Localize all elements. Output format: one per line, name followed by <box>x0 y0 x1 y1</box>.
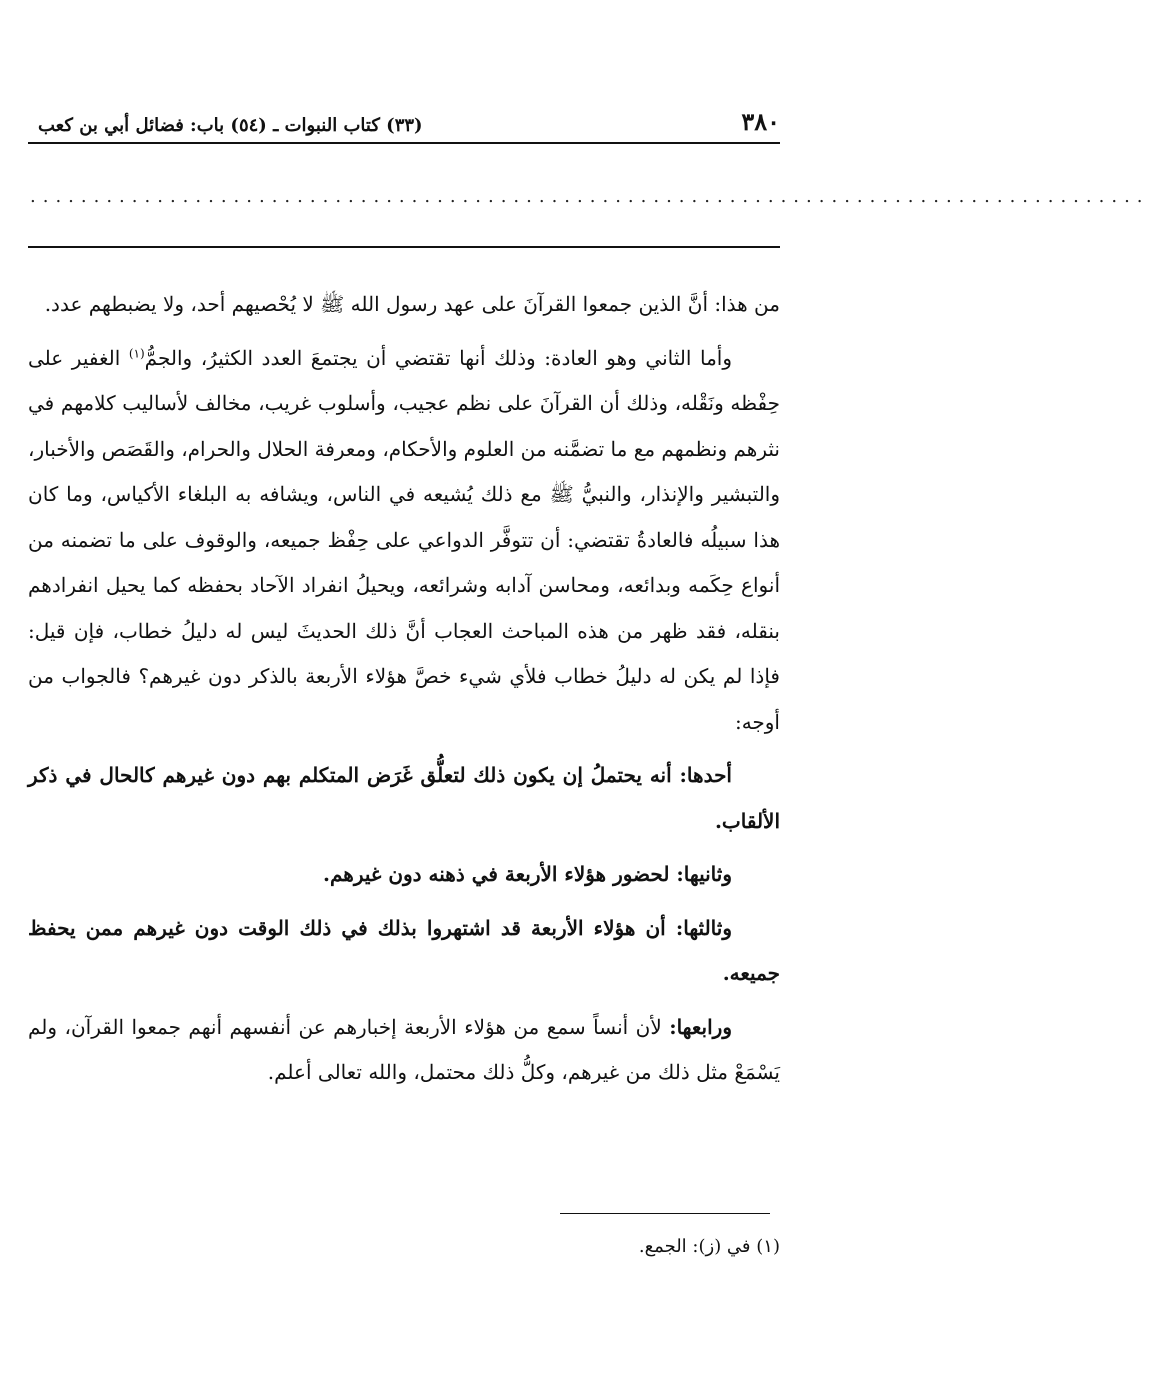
paragraph-text: من هذا: أنَّ الذين جمعوا القرآنَ على عهد رسول الله ﷺ لا يُحْصيهم أحد، ولا يضبطهم عدد. <box>44 292 780 316</box>
paragraph-lead: وثالثها: <box>675 915 732 940</box>
page-header <box>28 104 780 144</box>
paragraph-text: لحضور هؤلاء الأربعة في ذهنه دون غيرهم. <box>323 862 677 886</box>
paragraph-lead: ورابعها: <box>669 1014 732 1039</box>
footnote-marker: (١) <box>128 345 145 360</box>
footnote-separator <box>560 1213 770 1214</box>
page-number: ٣٨٠ <box>741 107 780 136</box>
paragraph-text: أنه يحتملُ إن يكون ذلك لتعلُّق غَرَض المتكلم بهم دون غيرهم كالحال في ذكر الألقاب. <box>28 763 780 833</box>
paragraph-2 <box>28 336 780 746</box>
footnote: (١) في (ز): الجمع. <box>638 1236 780 1257</box>
paragraph-5 <box>28 906 780 997</box>
paragraph-4 <box>28 852 780 898</box>
paragraph-6 <box>28 1005 780 1096</box>
main-text <box>28 282 780 1104</box>
paragraph-text: وأما الثاني وهو العادة: وذلك أنها تقتضي أن يجتمعَ العدد الكثيرُ، والجمُّ <box>144 345 732 370</box>
running-title: (٣٣) كتاب النبوات ـ (٥٤) باب: فضائل أبي بن كعب <box>38 115 423 136</box>
paragraph-lead: أحدها: <box>679 763 732 787</box>
paragraph-3 <box>28 753 780 844</box>
omission-dots: ........................................................................................ <box>30 186 1150 207</box>
paragraph-text: لأن أنساً سمع من هؤلاء الأربعة إخبارهم عن أنفسهم أنهم جمعوا القرآن، ولم يَسْمَعْ مثل ذلك من غيرهم، وكلُّ ذلك محتمل، والله تعالى أعلم. <box>28 1014 780 1084</box>
separator-rule <box>28 246 780 248</box>
paragraph-1 <box>28 282 780 328</box>
paragraph-lead: وثانيها: <box>676 862 732 886</box>
paragraph-text: أن هؤلاء الأربعة قد اشتهروا بذلك في ذلك الوقت دون غيرهم ممن يحفظ جميعه. <box>28 915 780 985</box>
paragraph-text-continued: الغفير على حِفْظه ونَقْله، وذلك أن القرآنَ على نظم عجيب، وأسلوب غريب، مخالف لأساليب كلامهم في نثرهم ونظمهم مع ما تضمَّنه من العلوم والأحكام، ومعرفة الحلال والحرام، والقَصَص والأخبار، والتبشير والإنذار، والنبيُّ ﷺ مع ذلك يُشيعه في الناس، ويشافه به البلغاء الأكياس، وما كان هذا سبيلُه فالعادةُ تقتضي: أن تتوفَّر الدواعي على حِفْظ جميعه، والوقوف على ما تضمنه من أنواع حِكَمه وبدائعه، ومحاسن آدابه وشرائعه، ويحيلُ انفراد الآحاد بحفظه كما يحيل انفرادهم بنقله، فقد ظهر من هذه المباحث العجاب أنَّ ذلك الحديثَ ليس له دليلُ خطاب، فإن قيل: فإذا لم يكن له دليلُ خطاب فلأي شيء خصَّ هؤلاء الأربعة بالذكر دون غيرهم؟ فالجواب من أوجه: <box>28 345 780 734</box>
